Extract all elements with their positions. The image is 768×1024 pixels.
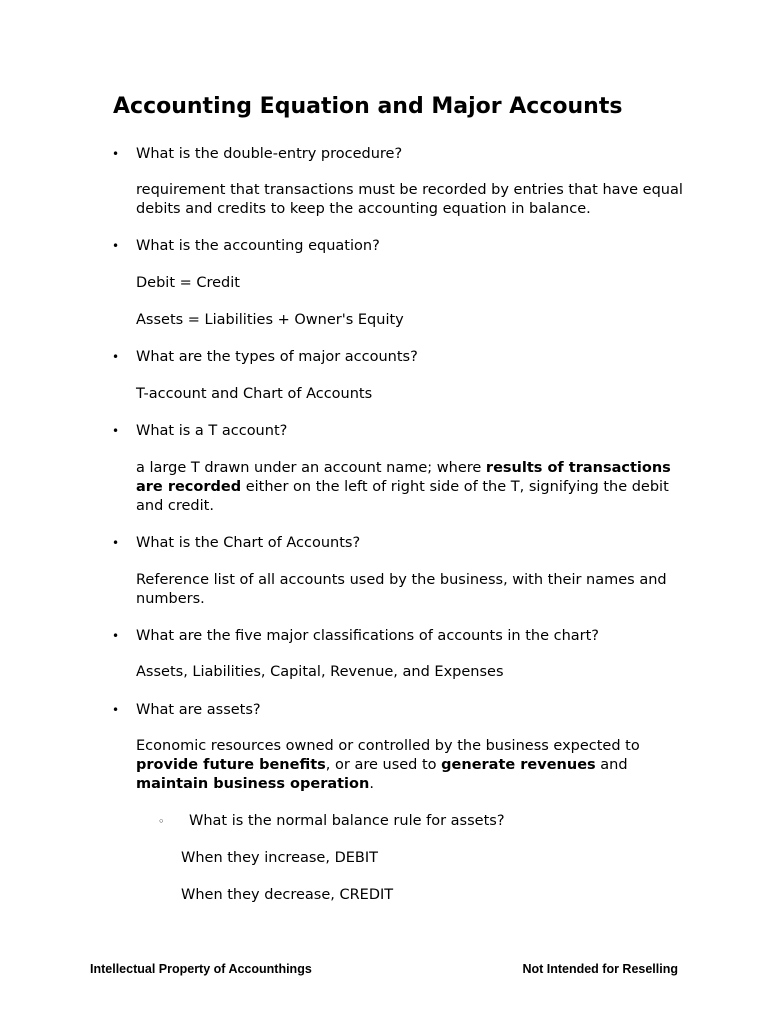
answer-classifications: Assets, Liabilities, Capital, Revenue, and Expenses [136, 664, 504, 680]
answer-major-accounts: T-account and Chart of Accounts [136, 386, 373, 402]
question-classifications: What are the five major classifications of accounts in the chart? [136, 628, 599, 644]
question-major-accounts: What are the types of major accounts? [136, 349, 418, 365]
question-normal-balance: What is the normal balance rule for assets? [189, 813, 505, 829]
bullet-icon: • [112, 239, 120, 253]
answer-chart-of-accounts: Reference list of all accounts used by the business, with their names and numbers. [136, 572, 667, 607]
page-title: Accounting Equation and Major Accounts [113, 94, 623, 119]
answer-increase: When they increase, DEBIT [181, 850, 378, 866]
footer-right: Not Intended for Reselling [522, 962, 678, 976]
bullet-icon: • [112, 147, 120, 161]
question-assets: What are assets? [136, 702, 261, 718]
question-accounting-equation: What is the accounting equation? [136, 238, 380, 254]
sub-bullet-icon: ◦ [158, 815, 165, 828]
question-double-entry: What is the double-entry procedure? [136, 146, 403, 162]
answer-assets: Economic resources owned or controlled by the business expected to provide future benefits, or are used to generate revenues and maintain business operation. [136, 738, 640, 792]
question-t-account: What is a T account? [136, 423, 288, 439]
answer-debit-credit: Debit = Credit [136, 275, 240, 291]
answer-double-entry: requirement that transactions must be recorded by entries that have equal debits and credits to keep the accounting equation in balance. [136, 182, 683, 217]
bullet-icon: • [112, 629, 120, 643]
answer-decrease: When they decrease, CREDIT [181, 887, 394, 903]
question-chart-of-accounts: What is the Chart of Accounts? [136, 535, 361, 551]
bullet-icon: • [112, 424, 120, 438]
footer-left: Intellectual Property of Accounthings [90, 962, 312, 976]
bullet-icon: • [112, 536, 120, 550]
answer-t-account: a large T drawn under an account name; where results of transactions are recorded either on the left of right side of the T, signifying the debit and credit. [136, 460, 671, 514]
bullet-icon: • [112, 703, 120, 717]
answer-equation: Assets = Liabilities + Owner's Equity [136, 312, 404, 328]
bullet-icon: • [112, 350, 120, 364]
